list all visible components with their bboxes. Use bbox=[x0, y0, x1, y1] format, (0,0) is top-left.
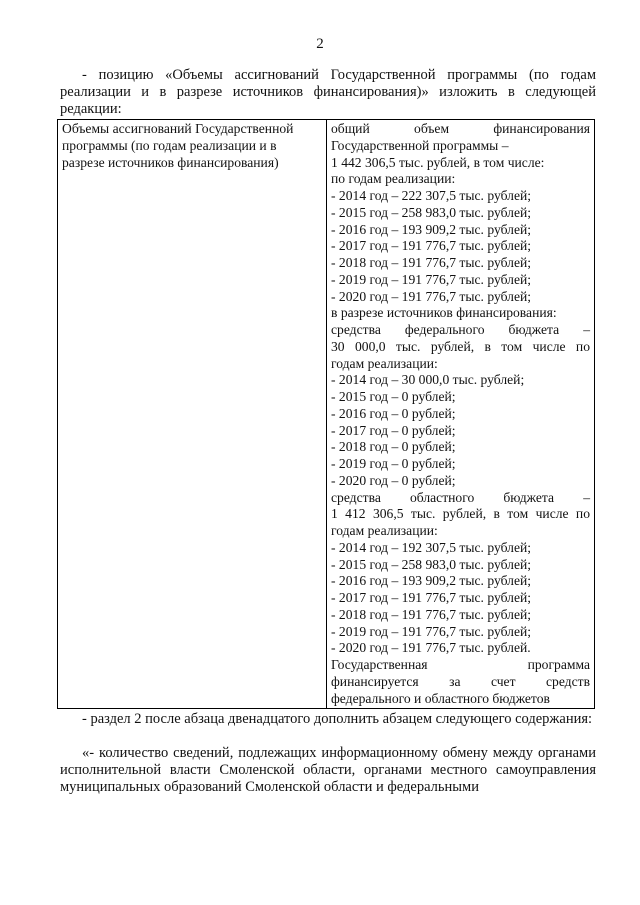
list-item: - 2019 год – 0 рублей; bbox=[331, 456, 456, 471]
list-item: - 2018 год – 191 776,7 тыс. рублей; bbox=[331, 606, 532, 622]
list-item: - 2014 год – 222 307,5 тыс. рублей; bbox=[331, 188, 532, 203]
list-item: - 2020 год – 191 776,7 тыс. рублей. bbox=[331, 640, 531, 656]
position-value-cell bbox=[327, 120, 595, 709]
final-line-1: Государственная программа bbox=[331, 657, 590, 672]
total-line-1: общий объем финансирования bbox=[331, 121, 590, 136]
list-item: - 2018 год – 0 рублей; bbox=[331, 439, 456, 455]
list-item: - 2014 год – 192 307,5 тыс. рублей; bbox=[331, 539, 532, 555]
list-item: - 2019 год – 191 776,7 тыс. рублей; bbox=[331, 271, 532, 287]
federal-line-3: годам реализации: bbox=[331, 355, 438, 371]
total-line-3: 1 442 306,5 тыс. рублей, в том числе: bbox=[331, 154, 545, 170]
federal-line-1: средства федерального бюджета – bbox=[331, 322, 590, 337]
list-item: - 2017 год – 0 рублей; bbox=[331, 422, 456, 438]
allocations-table bbox=[57, 119, 595, 709]
list-item: - 2018 год – 191 776,7 тыс. рублей; bbox=[331, 255, 532, 270]
list-item: - 2016 год – 193 909,2 тыс. рублей; bbox=[331, 573, 532, 589]
list-item: - 2015 год – 0 рублей; bbox=[331, 389, 456, 404]
final-line-3: федерального и областного бюджетов bbox=[331, 690, 550, 706]
regional-line-3: годам реализации: bbox=[331, 523, 438, 538]
regional-line-2: 1 412 306,5 тыс. рублей, в том числе по bbox=[331, 506, 590, 522]
total-by-years-list bbox=[331, 188, 590, 305]
list-item: - 2016 год – 0 рублей; bbox=[331, 405, 456, 421]
regional-by-years-list bbox=[331, 540, 590, 657]
total-line-2: Государственной программы – bbox=[331, 137, 509, 153]
list-item: - 2016 год – 193 909,2 тыс. рублей; bbox=[331, 221, 532, 237]
list-item: - 2014 год – 30 000,0 тыс. рублей; bbox=[331, 372, 525, 388]
page-number: 2 bbox=[316, 36, 324, 52]
sources-heading: в разрезе источников финансирования: bbox=[331, 305, 557, 321]
list-item: - 2017 год – 191 776,7 тыс. рублей; bbox=[331, 590, 532, 605]
regional-line-1: средства областного бюджета – bbox=[331, 489, 590, 505]
list-item: - 2015 год – 258 983,0 тыс. рублей; bbox=[331, 556, 532, 572]
list-item: - 2015 год – 258 983,0 тыс. рублей; bbox=[331, 204, 532, 220]
list-item: - 2017 год – 191 776,7 тыс. рублей; bbox=[331, 238, 532, 254]
quote-paragraph: «- количество сведений, подлежащих информационному обмену между органами исполнительной власти Смоленской области, органами местного самоуправления муниципальных образований Смоленской области и федеральными bbox=[60, 745, 596, 795]
federal-line-2: 30 000,0 тыс. рублей, в том числе по bbox=[331, 338, 590, 354]
federal-by-years-list bbox=[331, 372, 590, 489]
list-item: - 2019 год – 191 776,7 тыс. рублей; bbox=[331, 623, 532, 639]
by-years-heading: по годам реализации: bbox=[331, 171, 456, 187]
table-row bbox=[58, 120, 595, 709]
section2-paragraph: - раздел 2 после абзаца двенадцатого дополнить абзацем следующего содержания: bbox=[82, 711, 593, 727]
final-line-2: финансируется за счет средств bbox=[331, 673, 590, 689]
list-item: - 2020 год – 191 776,7 тыс. рублей; bbox=[331, 288, 532, 304]
list-item: - 2020 год – 0 рублей; bbox=[331, 472, 456, 488]
intro-paragraph: - позицию «Объемы ассигнований Государственной программы (по годам реализации и в разрезе источников финансирования)» изложить в следующей редакции: bbox=[60, 67, 596, 117]
position-name-cell: Объемы ассигнований Государственной программы (по годам реализации и в разрезе источников финансирования) bbox=[58, 120, 327, 709]
